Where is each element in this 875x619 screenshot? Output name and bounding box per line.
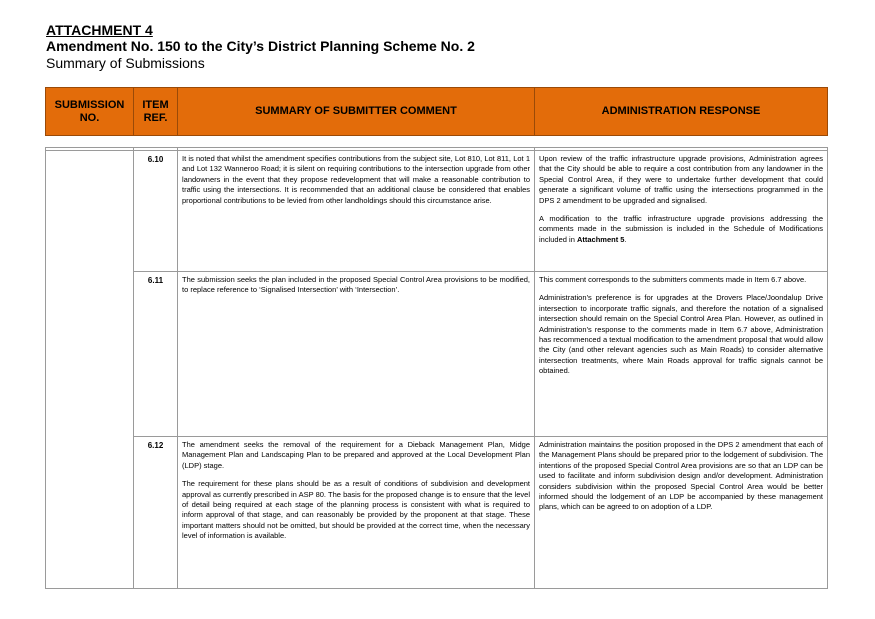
response-paragraph — [539, 214, 823, 245]
submissions-table — [45, 147, 828, 589]
header-response: ADMINISTRATION RESPONSE — [535, 88, 828, 136]
amendment-title: Amendment No. 150 to the City’s District Planning Scheme No. 2 — [46, 38, 475, 54]
summary-paragraph: It is noted that whilst the amendment specifies contributions from the subject site, Lot 810, Lot 811, Lot 1 and Lot 132 Wanneroo Road; it is silent on requiring contributions to the intersection upgrade from other landowners in the event that they propose redevelopment that will make a reasonable contribution to traffic using the intersections. It is recommended that an additional clause be considered that enables proportional contributions to be levied from other landholdings should this circumstance arise. — [182, 154, 530, 205]
table-row — [46, 151, 828, 272]
attachment-reference: Attachment 5 — [576, 234, 625, 244]
response-paragraph: This comment corresponds to the submitters comments made in Item 6.7 above. — [539, 275, 807, 284]
header-item-ref: ITEM REF. — [134, 88, 178, 136]
response-cell — [535, 437, 828, 589]
summary-paragraph: The submission seeks the plan included in the proposed Special Control Area provisions to be modified, to replace reference to ‘Signalised Intersection’ with ‘Intersection’. — [182, 275, 530, 295]
document-subtitle: Summary of Submissions — [46, 55, 205, 71]
response-cell — [535, 151, 828, 272]
summary-cell — [178, 151, 535, 272]
summary-paragraph: The requirement for these plans should be as a result of conditions of subdivision and development approval as currently prescribed in ASP 80. The basis for the proposed change is to ensure that the level of detail being required at each stage of the planning process is consistent with what is required to inform approval of that stage, and can reasonably be provided by the proponent at that stage. These important matters should not be omitted, but should be provided at the correct time, when the necessary level of information is available. — [182, 479, 530, 541]
response-text-end: . — [624, 234, 627, 244]
table-row — [46, 437, 828, 589]
summary-cell — [178, 272, 535, 437]
submission-number-cell — [46, 151, 134, 589]
table-row — [46, 272, 828, 437]
response-paragraph: Administration maintains the position proposed in the DPS 2 amendment that each of the Management Plans should be prepared prior to the lodgement of subdivision. The intentions of the proposed Special Control Area provisions are so that an LDP can be used to facilitate and inform subdivision design and/or development. Administration considers subdivision within the proposed Special Control Area would be better informed should the lodgement of an LDP be accompanied by these management plans, which can be agreed to on adoption of a LDP. — [539, 440, 823, 512]
item-ref-cell: 6.12 — [134, 437, 178, 589]
header-summary: SUMMARY OF SUBMITTER COMMENT — [178, 88, 535, 136]
document-title-block — [46, 22, 475, 72]
response-paragraph: Upon review of the traffic infrastructure upgrade provisions, Administration agrees that the City should be able to require a cost contribution from any landowner in the Special Control Area, if they were to undertake further development that could generate a significant volume of traffic using the intersections programmed in the DPS 2 amendment to be upgraded and signalised. — [539, 154, 823, 205]
attachment-label: ATTACHMENT 4 — [46, 22, 153, 38]
response-paragraph: Administration’s preference is for upgrades at the Drovers Place/Joondalup Drive intersection to incorporate traffic signals, and therefore the notation of a signalised intersection should remain on the Special Control Area Plan. However, as outlined in Administration’s response to the comments made in Item 6.7 above, Administration has recommenced a textual modification to the amendment proposal that would allow the City (and other relevant agencies such as Main Roads) to consider alternative intersection treatments, where Main Roads approval for traffic signals cannot be obtained. — [539, 293, 823, 376]
response-text: A modification to the traffic infrastructure upgrade provisions addressing the comments made in the submission is included in the Schedule of Modifications included in — [539, 214, 823, 244]
column-header-table — [45, 87, 828, 136]
header-submission-no: SUBMISSION NO. — [46, 88, 134, 136]
summary-paragraph: The amendment seeks the removal of the requirement for a Dieback Management Plan, Midge Management Plan and Landscaping Plan to be prepared and approved at the Local Development Plan (LDP) stage. — [182, 440, 530, 470]
response-cell — [535, 272, 828, 437]
item-ref-cell: 6.11 — [134, 272, 178, 437]
summary-cell — [178, 437, 535, 589]
item-ref-cell: 6.10 — [134, 151, 178, 272]
